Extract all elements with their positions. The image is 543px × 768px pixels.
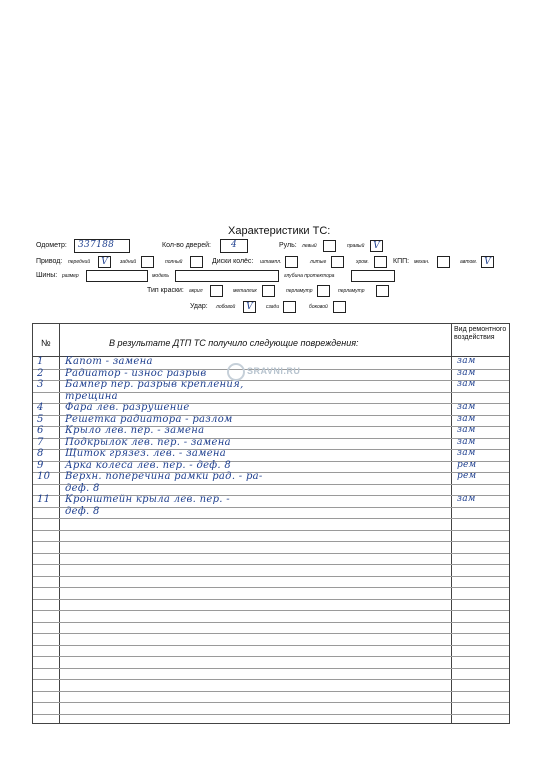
damage-description: деф. 8 (65, 505, 100, 517)
damage-description: Подкрылок лев. пер. - замена (65, 436, 231, 448)
tires-label: Шины: (36, 272, 58, 279)
gearbox-auto-checkbox[interactable] (481, 256, 494, 268)
tires-depth-field[interactable] (351, 270, 395, 282)
column-header-number: № (41, 338, 51, 348)
row-number: 11 (37, 494, 51, 505)
row-line (33, 541, 509, 542)
wheels-chrome-label: хром. (356, 259, 369, 265)
repair-action: рем (457, 459, 477, 470)
damage-description: Верхн. поперечина рамки рад. - ра- (65, 471, 263, 482)
paint-acrylic-checkbox[interactable] (210, 285, 223, 297)
watermark-icon (227, 363, 245, 381)
wheels-chrome-checkbox[interactable] (374, 256, 387, 268)
damage-description: Арка колеса лев. пер. - деф. 8 (65, 459, 232, 471)
row-number: 3 (37, 379, 44, 390)
row-number: 9 (37, 459, 44, 471)
repair-action: зам (457, 494, 476, 504)
impact-front-mark: V (246, 302, 253, 312)
impact-side-checkbox[interactable] (333, 301, 346, 313)
impact-rear-label: сзади (266, 304, 280, 310)
row-number: 6 (37, 425, 44, 436)
damage-description: трещина (65, 390, 118, 402)
column-divider (451, 324, 452, 723)
odometer-label: Одометр: (36, 242, 67, 249)
row-line (33, 599, 509, 600)
drive-rear-label: задний (120, 259, 137, 265)
tires-model-label: модель (152, 273, 170, 279)
watermark: SRAVNI.RU (247, 366, 301, 376)
gearbox-manual-checkbox[interactable] (437, 256, 450, 268)
wheels-stamped-label: штампл. (260, 259, 282, 265)
paint-label: Тип краски: (147, 287, 184, 294)
wheels-cast-label: литые (310, 259, 327, 265)
row-line (33, 587, 509, 588)
wheels-stamped-checkbox[interactable] (285, 256, 298, 268)
section-title: Характеристики ТС: (228, 225, 331, 237)
drive-label: Привод: (36, 258, 63, 265)
paint-mother-checkbox[interactable] (376, 285, 389, 297)
gearbox-manual-label: механ. (414, 259, 430, 265)
paint-mother-label: перламутр (338, 288, 365, 294)
repair-action: зам (457, 436, 476, 447)
tires-size-field[interactable] (86, 270, 148, 282)
column-header-damage: В результате ДТП ТС получило следующие повреждения: (109, 338, 359, 348)
repair-action: рем (457, 471, 477, 481)
drive-full-label: полный (165, 259, 183, 265)
row-line (33, 691, 509, 692)
doors-label: Кол-во дверей: (162, 242, 211, 249)
tires-model-field[interactable] (175, 270, 279, 282)
row-line (33, 518, 509, 519)
damage-description: Крыло лев. пер. - замена (65, 425, 205, 436)
repair-action: зам (457, 367, 476, 378)
row-number: 2 (37, 367, 44, 379)
drive-full-checkbox[interactable] (190, 256, 203, 268)
doors-field[interactable] (220, 239, 248, 253)
drive-front-mark: V (101, 257, 108, 267)
damage-description: Бампер пер. разрыв крепления, (65, 379, 244, 390)
repair-action: зам (457, 356, 476, 366)
row-line (33, 507, 509, 508)
impact-front-checkbox[interactable] (243, 301, 256, 313)
row-line (33, 714, 509, 715)
row-number: 4 (37, 402, 44, 413)
steering-left-label: левый (302, 243, 317, 249)
row-line (33, 610, 509, 611)
steering-label: Руль: (279, 242, 297, 249)
row-number: 1 (37, 356, 44, 367)
column-divider (59, 324, 60, 723)
steering-right-checkbox[interactable] (370, 240, 383, 252)
impact-side-label: боковой (309, 304, 328, 310)
steering-right-mark: V (373, 241, 380, 251)
paint-pearl-label: перламутр (286, 288, 313, 294)
row-line (33, 633, 509, 634)
drive-front-label: передний (68, 259, 91, 265)
row-line (33, 530, 509, 531)
row-line (33, 576, 509, 577)
damage-table (32, 323, 510, 724)
row-line (33, 564, 509, 565)
row-line (33, 702, 509, 703)
doors-value: 4 (231, 240, 238, 250)
damage-description: Щиток грязез. лев. - замена (65, 448, 227, 459)
tires-size-label: размер (62, 273, 79, 279)
row-number: 10 (37, 471, 51, 482)
damage-description: Фара лев. разрушение (65, 402, 190, 413)
paint-metallic-checkbox[interactable] (262, 285, 275, 297)
repair-action: зам (457, 425, 476, 435)
steering-left-checkbox[interactable] (323, 240, 336, 252)
row-line (33, 622, 509, 623)
row-line (33, 679, 509, 680)
row-number: 8 (37, 448, 44, 459)
row-number: 7 (37, 436, 44, 448)
repair-action: зам (457, 448, 476, 458)
drive-front-checkbox[interactable] (98, 256, 111, 268)
row-line (33, 668, 509, 669)
damage-description: Капот - замена (65, 356, 153, 367)
row-line (33, 484, 509, 485)
row-line (33, 656, 509, 657)
repair-action: зам (457, 379, 476, 389)
wheels-label: Диски колёс: (212, 258, 254, 265)
tires-depth-label: глубина протектора (284, 273, 335, 279)
gearbox-auto-mark: V (484, 257, 491, 267)
repair-action: зам (457, 413, 476, 424)
row-number: 5 (37, 413, 44, 425)
column-header-repair: Вид ремонтного воздействия (454, 326, 507, 341)
paint-pearl-checkbox[interactable] (317, 285, 330, 297)
row-line (33, 645, 509, 646)
impact-front-label: лобовой (216, 304, 236, 310)
damage-description: Кронштейн крыла лев. пер. - (65, 494, 230, 505)
damage-description: Радиатор - износ разрыв (65, 367, 207, 379)
gearbox-auto-label: автом. (460, 259, 478, 265)
damage-description: деф. 8 (65, 482, 100, 494)
impact-rear-checkbox[interactable] (283, 301, 296, 313)
odometer-value: 337188 (78, 240, 115, 250)
wheels-cast-checkbox[interactable] (331, 256, 344, 268)
drive-rear-checkbox[interactable] (141, 256, 154, 268)
paint-acrylic-label: акрил (189, 288, 203, 294)
odometer-field[interactable] (74, 239, 130, 253)
row-line (33, 553, 509, 554)
gearbox-label: КПП: (393, 258, 410, 265)
impact-label: Удар: (190, 303, 208, 310)
steering-right-label: правый (347, 243, 365, 249)
paint-metallic-label: металлик (233, 288, 257, 294)
repair-action: зам (457, 402, 476, 412)
damage-description: Решетка радиатора - разлом (65, 413, 233, 425)
